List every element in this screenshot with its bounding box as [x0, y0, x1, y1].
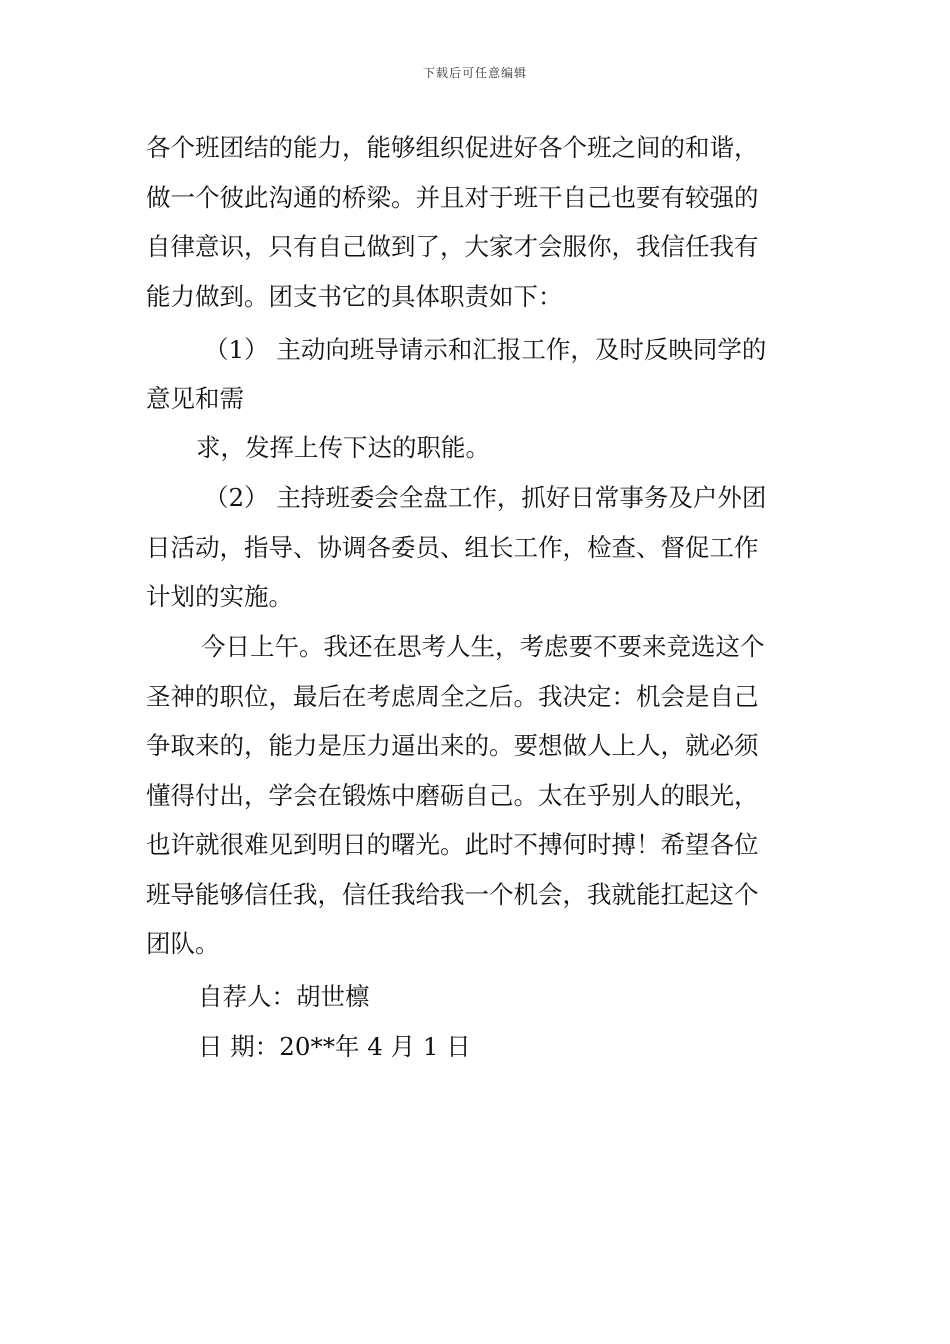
text-line: 圣神的职位，最后在考虑周全之后。我决定：机会是自己: [146, 682, 759, 711]
signature-referrer: 自荐人：胡世檩: [198, 982, 370, 1011]
list-item-2: （2） 主持班委会全盘工作，抓好日常事务及户外团: [204, 483, 767, 512]
text-line: 日活动，指导、协调各委员、组长工作，检查、督促工作: [146, 533, 759, 562]
text-line: 求，发挥上传下达的职能。: [196, 433, 490, 462]
text-line: 各个班团结的能力，能够组织促进好各个班之间的和谐，: [146, 133, 759, 162]
text-line: 班导能够信任我，信任我给我一个机会，我就能扛起这个: [146, 880, 759, 909]
text-line: 也许就很难见到明日的曙光。此时不搏何时搏！希望各位: [146, 830, 759, 859]
text-line: 做一个彼此沟通的桥梁。并且对于班干自己也要有较强的: [146, 183, 759, 212]
page-header: 下载后可任意编辑: [422, 66, 527, 80]
list-item-1: （1） 主动向班导请示和汇报工作，及时反映同学的: [204, 335, 767, 364]
text-line: 能力做到。团支书它的具体职责如下：: [146, 282, 563, 311]
text-line: 团队。: [146, 929, 220, 958]
text-line: 争取来的，能力是压力逼出来的。要想做人上人，就必须: [146, 731, 759, 760]
signature-date: 日 期：20**年 4 月 1 日: [198, 1032, 471, 1061]
text-line: 懂得付出，学会在锻炼中磨砺自己。太在乎别人的眼光，: [146, 781, 759, 810]
text-line: 计划的实施。: [146, 582, 293, 611]
text-line: 意见和需: [146, 384, 244, 413]
paragraph-start: 今日上午。我还在思考人生，考虑要不要来竞选这个: [201, 632, 765, 661]
text-line: 自律意识，只有自己做到了，大家才会服你，我信任我有: [146, 232, 759, 261]
